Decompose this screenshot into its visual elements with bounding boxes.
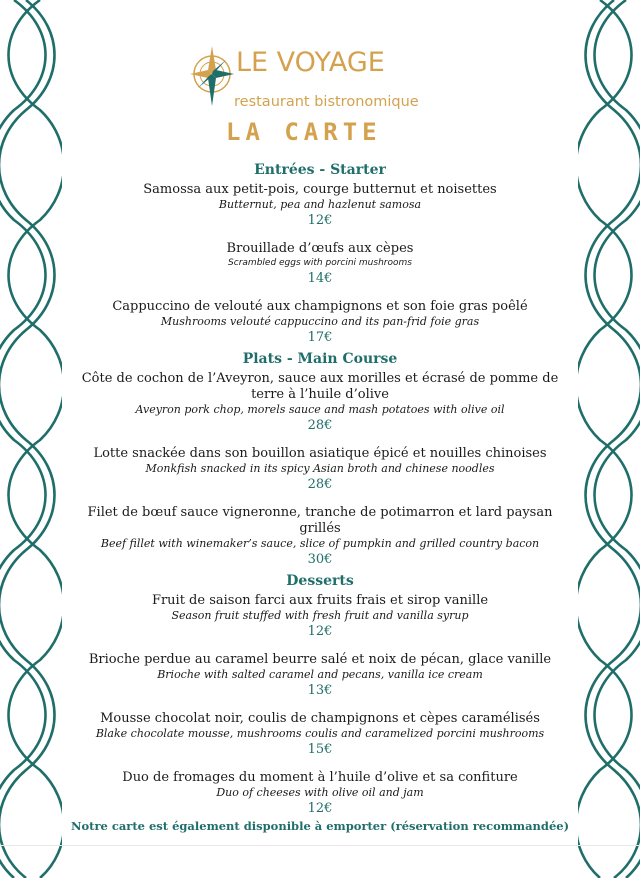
dish-name: Lotte snackée dans son bouillon asiatique épicé et nouilles chinoises <box>93 446 547 461</box>
brand-name: LE VOYAGE <box>236 47 385 78</box>
menu-item <box>70 505 570 568</box>
dish-name: Brouillade d’œufs aux cèpes <box>226 241 414 256</box>
dish-name: Filet de bœuf sauce vigneronne, tranche de potimarron et lard paysan grillés <box>87 505 553 536</box>
dish-price: 15€ <box>307 742 333 757</box>
wave-border-right <box>578 0 640 878</box>
dish-name: Duo de fromages du moment à l’huile d’olive et sa confiture <box>122 770 518 785</box>
menu-item <box>70 446 570 493</box>
restaurant-logo <box>186 44 419 152</box>
dish-translation: Mushrooms velouté cappuccino and its pan-frid foie gras <box>160 315 480 328</box>
dish-price: 12€ <box>307 213 333 228</box>
dish-translation: Monkfish snacked in its spicy Asian broth and chinese noodles <box>145 462 495 475</box>
menu-item <box>70 241 570 287</box>
dish-name: Samossa aux petit-pois, courge butternut et noisettes <box>143 182 497 197</box>
dish-translation: Butternut, pea and hazlenut samosa <box>218 198 422 211</box>
menu-item <box>70 182 570 229</box>
menu-item <box>70 371 570 434</box>
dish-price: 12€ <box>307 801 333 816</box>
dish-price: 28€ <box>307 477 333 492</box>
dish-translation: Duo of cheeses with olive oil and jam <box>216 786 424 799</box>
menu-item <box>70 593 570 640</box>
takeaway-note: Notre carte est également disponible à emporter (réservation recommandée) <box>70 819 570 833</box>
section-title-starters: Entrées - Starter <box>254 162 386 178</box>
section-title-mains: Plats - Main Course <box>242 351 398 367</box>
dish-price: 12€ <box>307 624 333 639</box>
menu-item <box>70 652 570 699</box>
menu-title: LA CARTE <box>226 118 382 146</box>
compass-rose-icon <box>186 44 238 116</box>
dish-name: Mousse chocolat noir, coulis de champignons et cèpes caramélisés <box>100 711 540 726</box>
fold-line <box>0 845 640 846</box>
menu-item <box>70 299 570 346</box>
dish-translation: Scrambled eggs with porcini mushrooms <box>228 258 412 268</box>
dish-name: Brioche perdue au caramel beurre salé et noix de pécan, glace vanille <box>88 652 552 667</box>
dish-name: Côte de cochon de l’Aveyron, sauce aux morilles et écrasé de pomme de terre à l’huile d’olive <box>81 371 559 402</box>
dish-name: Cappuccino de velouté aux champignons et son foie gras poêlé <box>112 299 528 314</box>
dish-translation: Brioche with salted caramel and pecans, vanilla ice cream <box>157 668 483 681</box>
dish-translation: Season fruit stuffed with fresh fruit and vanilla syrup <box>171 609 469 622</box>
menu-item <box>70 770 570 817</box>
dish-price: 17€ <box>307 330 333 345</box>
dish-translation: Beef fillet with winemaker’s sauce, slice of pumpkin and grilled country bacon <box>100 537 540 550</box>
section-title-desserts: Desserts <box>286 573 354 589</box>
dish-price: 14€ <box>307 271 333 286</box>
menu-item <box>70 711 570 758</box>
menu-content <box>70 161 570 829</box>
dish-price: 13€ <box>307 683 333 698</box>
dish-translation: Blake chocolate mousse, mushrooms coulis and caramelized porcini mushrooms <box>95 727 545 740</box>
dish-price: 28€ <box>307 418 333 433</box>
dish-name: Fruit de saison farci aux fruits frais et sirop vanille <box>151 593 489 608</box>
brand-tagline: restaurant bistronomique <box>234 94 419 110</box>
dish-price: 30€ <box>307 552 333 567</box>
dish-translation: Aveyron pork chop, morels sauce and mash potatoes with olive oil <box>135 403 505 416</box>
wave-border-left <box>0 0 62 878</box>
